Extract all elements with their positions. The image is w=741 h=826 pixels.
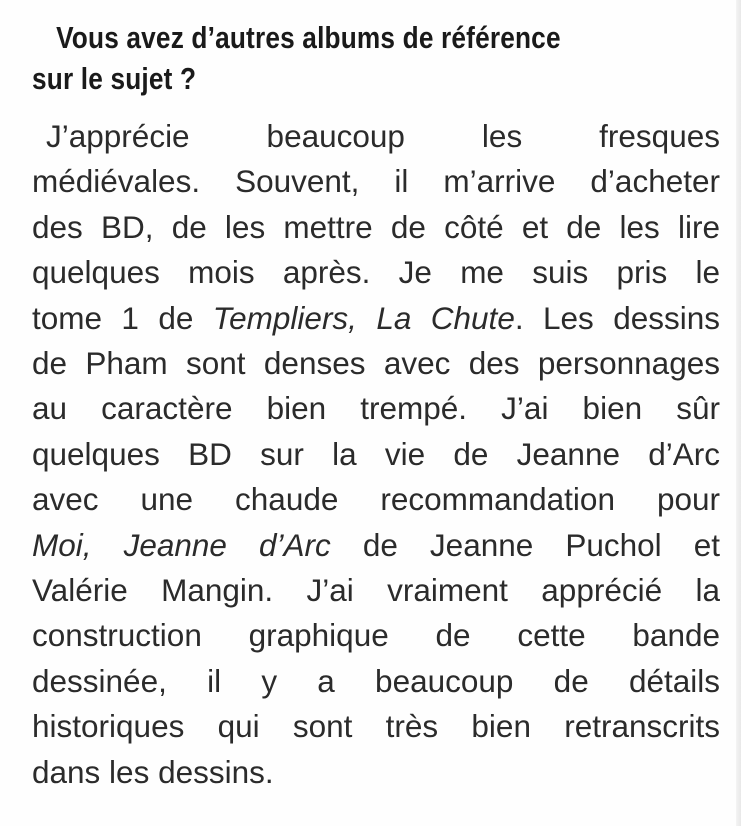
answer-text: de Pham sont denses avec des personnages xyxy=(32,345,720,382)
answer-text: médiévales. Souvent, il m’arrive d’acheter xyxy=(32,163,720,200)
page-edge xyxy=(736,0,741,826)
answer-text: . Les dessins xyxy=(514,299,720,336)
question-line-1: Vous avez d’autres albums de référence xyxy=(56,21,561,55)
answer-text: au caractère bien trempé. J’ai bien sûr xyxy=(32,390,720,427)
answer-line xyxy=(32,114,720,159)
answer-text: avec une chaude recommandation pour xyxy=(32,481,720,518)
answer-line xyxy=(32,659,720,704)
album-title-moi-jeanne: Moi, Jeanne d’Arc xyxy=(32,526,331,563)
answer-line xyxy=(32,750,720,795)
interview-answer xyxy=(32,114,720,795)
answer-line xyxy=(32,296,720,341)
answer-line xyxy=(32,250,720,295)
answer-line xyxy=(32,523,720,568)
answer-line xyxy=(32,704,720,749)
answer-text: construction graphique de cette bande xyxy=(32,617,720,654)
album-title-templiers: Templiers, La Chute xyxy=(212,299,515,336)
answer-line xyxy=(32,568,720,613)
answer-text: Valérie Mangin. J’ai vraiment apprécié la xyxy=(32,572,720,609)
answer-text: des BD, de les mettre de côté et de les lire xyxy=(32,208,720,245)
answer-text: historiques qui sont très bien retranscrits xyxy=(32,708,720,745)
answer-text: quelques BD sur la vie de Jeanne d’Arc xyxy=(32,435,720,472)
answer-text: quelques mois après. Je me suis pris le xyxy=(32,254,720,291)
answer-text: J’apprécie beaucoup les fresques xyxy=(46,118,720,154)
answer-line xyxy=(32,432,720,477)
answer-text: tome 1 de xyxy=(32,299,213,336)
answer-text: de Jeanne Puchol et xyxy=(330,526,720,563)
answer-line xyxy=(32,159,720,204)
answer-text: dessinée, il y a beaucoup de détails xyxy=(32,662,720,699)
answer-text: dans les dessins. xyxy=(32,753,274,790)
answer-line xyxy=(32,613,720,658)
answer-line xyxy=(32,341,720,386)
question-line-2: sur le sujet ? xyxy=(32,62,197,96)
interview-question xyxy=(32,18,625,100)
answer-line xyxy=(32,477,720,522)
answer-line xyxy=(32,205,720,250)
answer-line xyxy=(32,386,720,431)
